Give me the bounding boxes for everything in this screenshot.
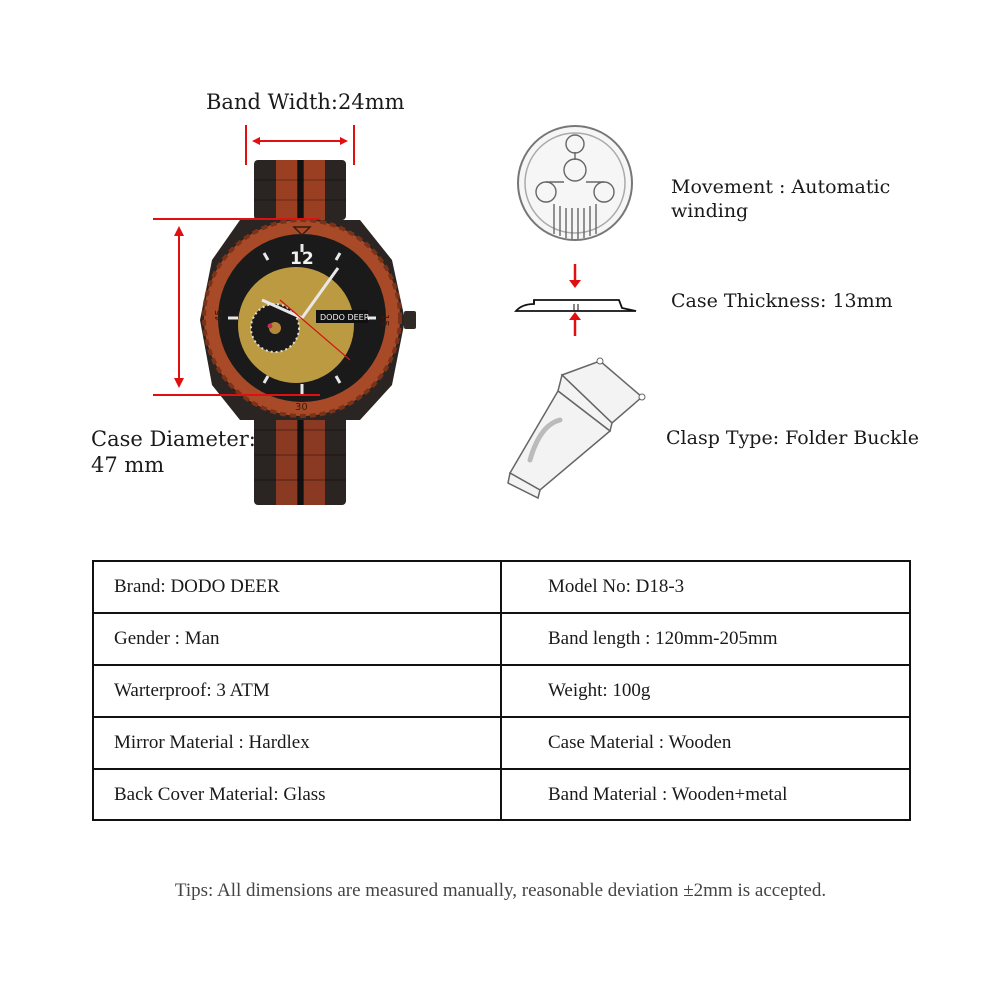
case-thickness-icon [514,258,644,338]
svg-text:15: 15 [379,314,390,327]
movement-label: Movement : Automatic [671,176,891,198]
svg-text:45: 45 [214,309,225,322]
case-thickness-label: Case Thickness: 13mm [671,290,893,312]
movement-value-continued: winding [671,200,749,222]
watch-image [140,120,440,520]
spec-gender: Gender : Man [114,628,220,649]
movement-icon [514,122,636,244]
spec-model-no: Model No: D18-3 [548,576,685,597]
band-width-label: Band Width:24mm [206,90,405,114]
spec-back-cover-material: Back Cover Material: Glass [114,784,326,805]
spec-weight: Weight: 100g [548,680,651,701]
spec-band-material: Band Material : Wooden+metal [548,784,788,805]
band-width-dimension-icon [246,125,354,165]
table-row [94,562,909,614]
spec-waterproof: Warterproof: 3 ATM [114,680,270,701]
tips-note: Tips: All dimensions are measured manually, reasonable deviation ±2mm is accepted. [174,880,827,901]
case-diameter-label: Case Diameter: [91,427,256,451]
dial-brand-text: DODO DEER [320,313,370,322]
table-row [94,666,909,718]
case-diameter-value: 47 mm [91,453,165,477]
folder-buckle-clasp-icon [500,355,650,500]
table-row [94,718,909,770]
specs-table [92,560,911,821]
spec-mirror-material: Mirror Material : Hardlex [114,732,310,753]
svg-text:30: 30 [295,402,308,413]
spec-brand: Brand: DODO DEER [114,576,280,597]
table-row [94,614,909,666]
clasp-type-label: Clasp Type: Folder Buckle [666,427,920,449]
spec-case-material: Case Material : Wooden [548,732,732,753]
dial-twelve: 12 [290,249,314,269]
table-row [94,770,909,822]
spec-band-length: Band length : 120mm-205mm [548,628,778,649]
